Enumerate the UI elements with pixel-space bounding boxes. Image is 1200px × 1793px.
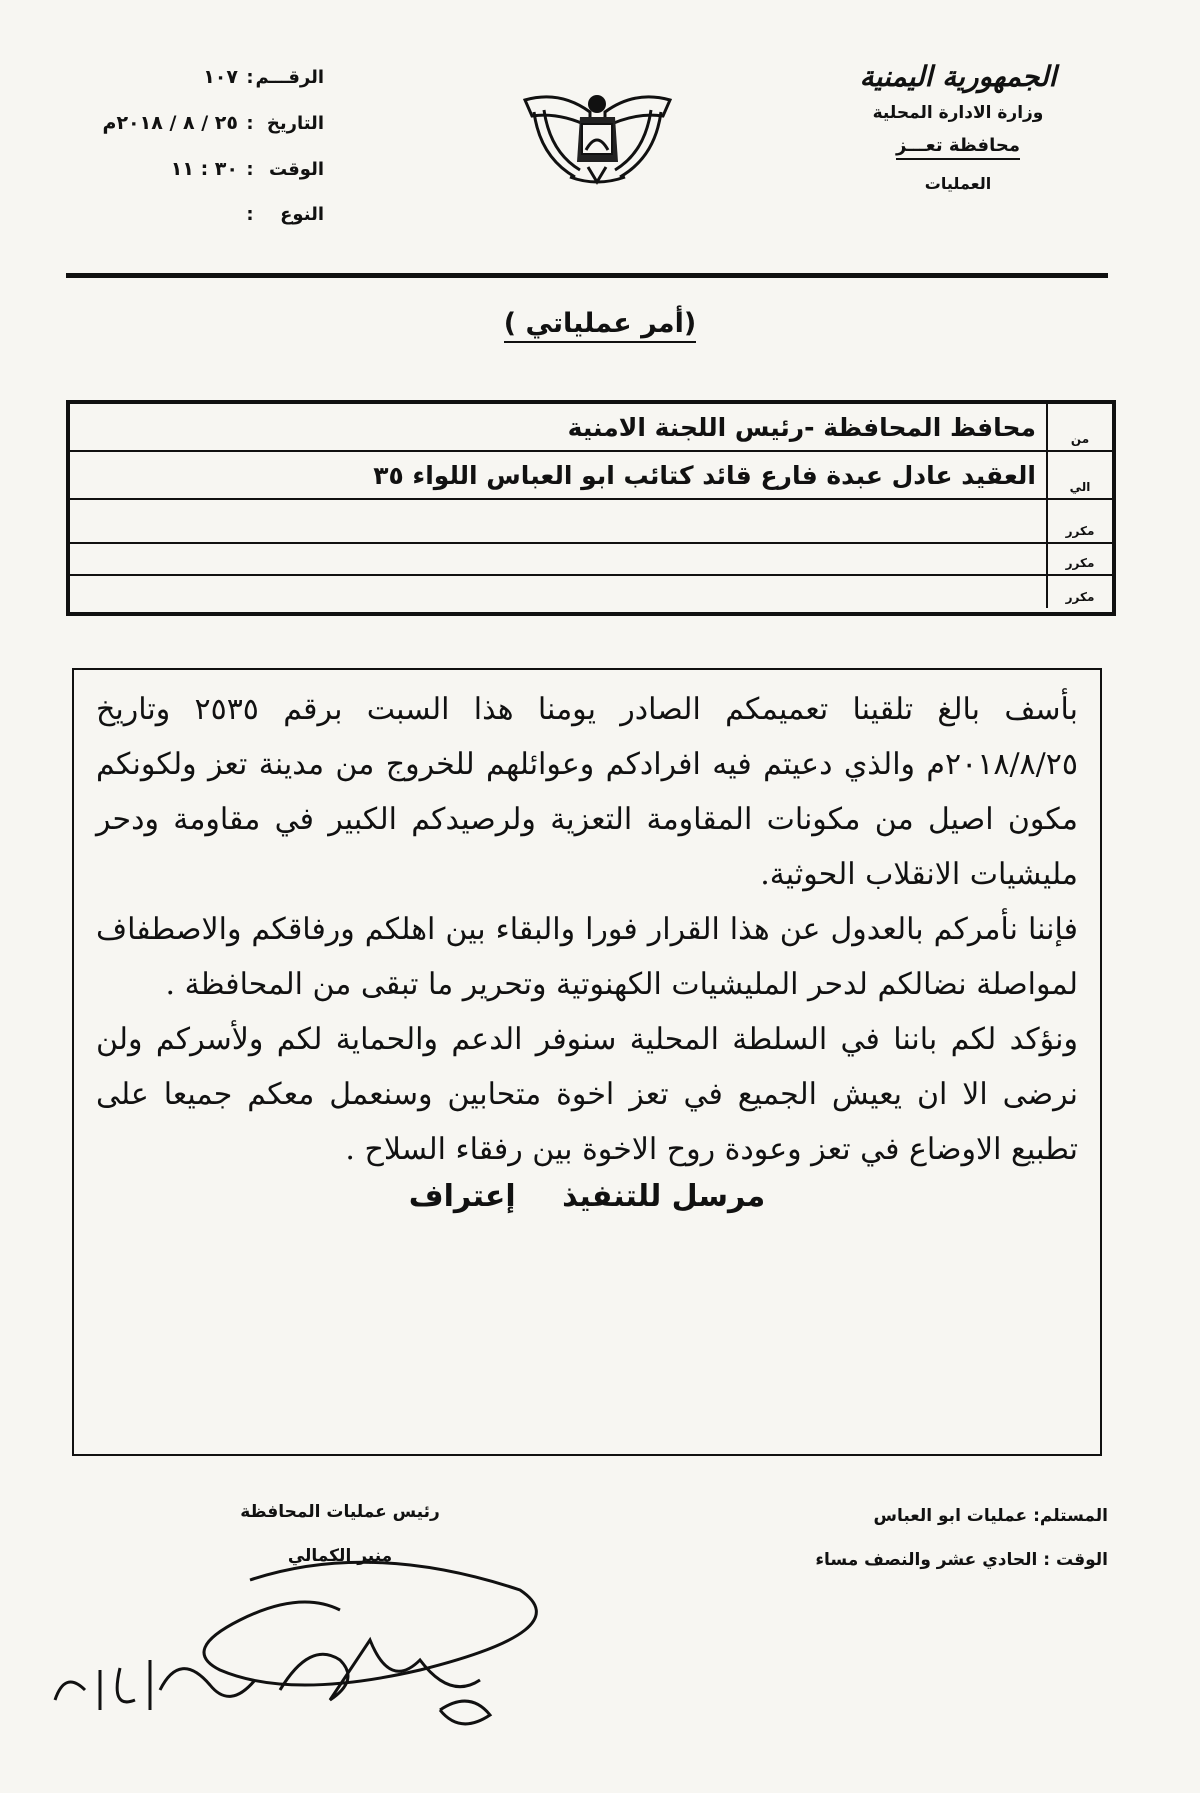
meta-number: الرقـــم : ١٠٧ (203, 66, 324, 88)
body-paragraph: بأسف بالغ تلقينا تعميمكم الصادر يومنا هذا السبت برقم ٢٥٣٥ وتاريخ ٢٠١٨/٨/٢٥م والذي دعيتم فيه افرادكم وعوائلهم للخروج من مدينة تعز ولكونكم مكون اصيل من مكونات المقاومة التعزية ولرصيدكم الكبير في مقاومة ودحر مليشيات الانقلاب الحوثية. (96, 692, 1078, 892)
body-paragraph: ونؤكد لكم باننا في السلطة المحلية سنوفر الدعم والحماية لكم ولأسركم ولن نرضى الا ان يعيش الجميع في تعز اخوة متحابين وسنعمل معكم جميعا على تطبيع الاوضاع في تعز وعودة روح الاخوة بين رفقاء السلاح . (96, 1022, 1078, 1167)
body-text (96, 682, 1078, 1177)
republic-name: الجمهورية اليمنية (859, 60, 1057, 93)
recipient-block (688, 1506, 1108, 1594)
body-paragraph: فإننا نأمركم بالعدول عن هذا القرار فورا والبقاء بين اهلكم ورفاقكم والاصطفاف لمواصلة نضالكم لدحر المليشيات الكهنوتية وتحرير ما تبقى من المحافظة . (96, 912, 1078, 1002)
dispatch-line (96, 1179, 1078, 1214)
meta-time: الوقت : ٣٠ : ١١ (170, 158, 324, 180)
received-by: المستلم: عمليات ابو العباس (873, 1506, 1108, 1526)
signatory-title: رئيس عمليات المحافظة (240, 1502, 440, 1522)
routing-row-from: من محافظ المحافظة -رئيس اللجنة الامنية (70, 404, 1112, 452)
governorate-name: محافظة تعـــز (896, 135, 1020, 160)
order-title: (أمر عملياتي ) (450, 308, 750, 339)
department-name: العمليات (924, 173, 992, 193)
header-divider (66, 273, 1108, 278)
eagle-emblem-icon (520, 82, 675, 192)
sent-for-execution: مرسل للتنفيذ (562, 1179, 766, 1214)
ministry-name: وزارة الادارة المحلية (872, 102, 1044, 123)
routing-row-copy: مكرر (70, 544, 1112, 576)
acknowledgement: إعتراف (408, 1179, 516, 1214)
handwritten-signature (40, 1550, 560, 1750)
meta-type: النوع : (246, 204, 324, 225)
document-meta (44, 66, 324, 250)
routing-row-copy: مكرر (70, 576, 1112, 608)
meta-date: التاريخ : ٢٥ / ٨ / ٢٠١٨م (102, 112, 324, 134)
letterhead (838, 62, 1078, 193)
routing-row-to: الي العقيد عادل عبدة فارع قائد كتائب ابو العباس اللواء ٣٥ (70, 452, 1112, 500)
routing-table (66, 400, 1116, 616)
order-body (72, 668, 1102, 1456)
routing-row-copy: مكرر (70, 500, 1112, 544)
signatory-name: منير الكمالي (287, 1546, 393, 1566)
received-time: الوقت : الحادي عشر والنصف مساء (815, 1550, 1108, 1570)
